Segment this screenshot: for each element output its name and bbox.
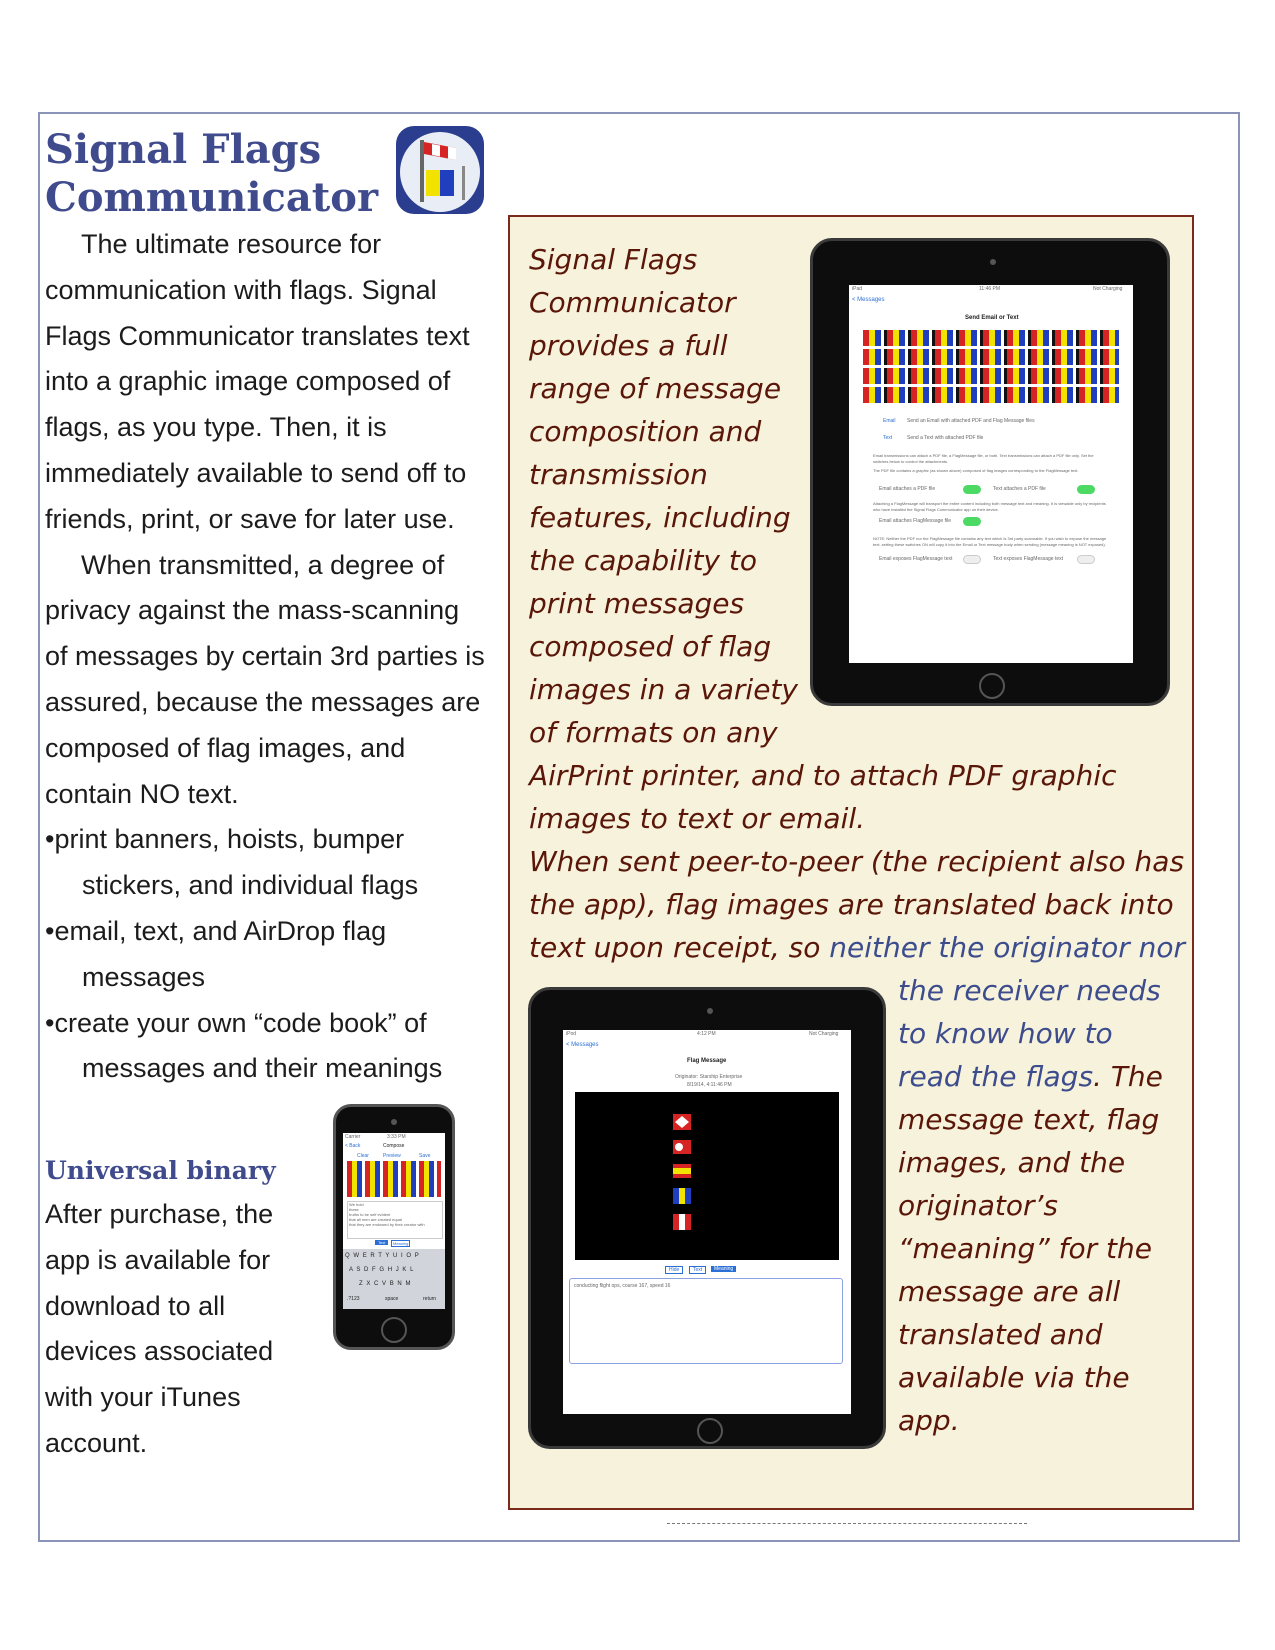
iphone-status-carrier: Carrier (345, 1134, 361, 1140)
bullet-item-email: •email, text, and AirDrop flag messages (45, 915, 387, 992)
universal-binary-heading: Universal binary (45, 1156, 276, 1185)
ipad1-toggle-5-label: Text exposes FlagMessage text (993, 556, 1064, 562)
iphone-key-space: space (385, 1296, 399, 1302)
intro-paragraph-2: When transmitted, a degree of privacy against the mass-scanning of messages by certain 3rd parties is assured, because the messages are composed of flag images, and contain NO text. (45, 549, 485, 809)
ipad2-status-right: Not Charging (809, 1031, 839, 1037)
ipad2-status-time: 4:12 PM (697, 1031, 716, 1037)
ipad1-note-2: The PDF file contains a graphic (as shown above) composed of flag images corresponding to the FlagMessage text. (873, 468, 1079, 473)
title-line-1: Signal Flags (45, 126, 322, 173)
ipad2-message-field (569, 1278, 843, 1364)
ipad1-toggle-2 (1077, 485, 1095, 494)
iphone-preview-action: Preview (383, 1153, 401, 1159)
ipad1-status-right: Not Charging (1093, 286, 1123, 292)
ipad1-toggle-4 (963, 555, 981, 564)
iphone-key-return: return (423, 1296, 437, 1302)
ipad-camera (707, 1008, 713, 1014)
iphone-keyboard-row-1: Q W E R T Y U I O P (345, 1253, 420, 1259)
ipad2-message-text: conducting flight ops, course 167, speed 16 (574, 1283, 671, 1289)
ipad2-seg-meaning: Meaning (711, 1266, 736, 1272)
intro-text (45, 222, 485, 1092)
ipad1-toggle-3-label: Email attaches FlagMessage file (879, 518, 951, 524)
ipad2-originator: Originator: Starship Enterprise (675, 1074, 743, 1080)
iphone-seg-text: Text (375, 1240, 388, 1245)
iphone-clear-action: Clear (357, 1153, 369, 1159)
ipad2-back-button: < Messages (566, 1042, 599, 1048)
iphone-save-action: Save (419, 1153, 431, 1159)
ipad2-nav-title: Flag Message (687, 1058, 727, 1064)
ipad1-text-label: Text (883, 435, 893, 441)
iphone-message-area (347, 1201, 443, 1239)
ipad1-note-1: Email transmissions can attach a PDF file, a FlagMessage file, or both. Text transmissions can attach a PDF file only. Set the switches below to control the attachments. (873, 453, 1094, 464)
dashed-divider (667, 1523, 1027, 1524)
ipad-camera (990, 259, 996, 265)
ipad2-flag-hoist-panel (575, 1092, 839, 1260)
iphone-text-line: We hold (349, 1202, 364, 1207)
bullet-item-print: •print banners, hoists, bumper stickers, and individual flags (45, 824, 419, 901)
iphone-text-line: that they are endowed by their creator with (349, 1222, 425, 1227)
ipad1-nav-title: Send Email or Text (965, 315, 1019, 321)
flag-hoist (575, 1092, 839, 1260)
iphone-camera (391, 1119, 397, 1125)
title-line-2: Communicator (45, 174, 379, 221)
iphone-screen (343, 1133, 445, 1309)
ipad1-toggle-5 (1077, 555, 1095, 564)
ipad1-flag-grid (863, 330, 1119, 406)
iphone-text-line: truths to be self evident (349, 1212, 391, 1217)
universal-binary-body: After purchase, the app is available for download to all devices associated with your iTunes account. (45, 1199, 274, 1458)
iphone-seg-meaning: Meaning (393, 1241, 409, 1246)
iphone-status-time: 3:33 PM (387, 1134, 406, 1140)
signal-flags-app-icon (396, 126, 484, 214)
ipad1-toggle-2-label: Text attaches a PDF file (993, 486, 1046, 492)
ipad-flag-message-screen (563, 1030, 851, 1414)
iphone-back-button: < Back (345, 1143, 361, 1149)
iphone-key-numbers: .?123 (347, 1296, 360, 1302)
ipad2-seg-text: Text (689, 1266, 706, 1274)
promo-narrow-text: Signal Flags Communicator provides a full range of message composition and transmission features, including the capability to print messages composed of flag images in a variety of formats on any AirPrint printer, and to attach PDF graphic images to text or email. When sent peer-to-peer (the recipient also has the app), flag images are translated back into text upon receipt, so neither the originator nor (529, 243, 1186, 964)
ipad1-toggle-3 (963, 517, 981, 526)
bullet-item-codebook: •create your own “code book” of messages and their meanings (45, 1007, 443, 1084)
iphone-home-button (381, 1317, 407, 1343)
ipad1-note-3: Attaching a FlagMessage will transport the entire content including both message text and meaning. It is viewable only by recipients who have installed the Signal Flags Communicator app on their device. (873, 501, 1106, 512)
ipad2-status-left: iPod (566, 1031, 577, 1037)
iphone-keyboard-row-3: Z X C V B N M (359, 1281, 412, 1287)
iphone-text-line: that all men are created equal (349, 1217, 402, 1222)
ipad-send-screenshot (810, 238, 1170, 706)
ipad-send-screen (849, 285, 1133, 663)
universal-binary-text (45, 1192, 305, 1467)
ipad1-status-time: 11:46 PM (979, 286, 1001, 292)
intro-paragraph-1: The ultimate resource for communication with flags. Signal Flags Communicator translates text into a graphic image composed of flags, as you type. Then, it is immediately available to send off to friends, print, or save for later use. (45, 229, 470, 534)
ipad1-text-desc: Send a Text with attached PDF file (907, 435, 984, 441)
ipad1-note-4: NOTE: Neither the PDF nor the FlagMessage file contains any text which is 3rd party scannable. If you wish to expose the message text, setting these switches ON will copy it into the Email or Text message body when sending (message meaning is NOT exposed). (873, 536, 1107, 547)
ipad1-toggle-4-label: Email exposes FlagMessage text (879, 556, 953, 562)
iphone-keyboard-row-2: A S D F G H J K L (349, 1267, 415, 1273)
iphone-flag-grid (347, 1161, 441, 1197)
ipad1-email-label: Email (883, 418, 896, 424)
ipad-flag-message-screenshot (528, 987, 886, 1449)
ipad1-status-left: iPad (852, 286, 863, 292)
ipad1-toggle-1-label: Email attaches a PDF file (879, 486, 936, 492)
ipad1-email-desc: Send an Email with attached PDF and Flag Message files (907, 418, 1035, 424)
iphone-nav-title: Compose (383, 1143, 405, 1149)
iphone-text-line: these (349, 1207, 359, 1212)
iphone-screenshot (333, 1104, 455, 1350)
ipad-home-button (979, 673, 1005, 699)
ipad-home-button (697, 1418, 723, 1444)
ipad2-date: 8/19/14, 4:11:46 PM (687, 1082, 732, 1088)
ipad1-back-button: < Messages (852, 297, 885, 303)
page-title (45, 126, 378, 222)
ipad1-toggle-1 (963, 485, 981, 494)
promo-right-text: the receiver needs to know how to read the flags. The message text, flag images, and the originator’s “meaning” for the message are all translated and available via the app. (898, 974, 1163, 1437)
ipad2-seg-hide: Hide (665, 1266, 683, 1274)
